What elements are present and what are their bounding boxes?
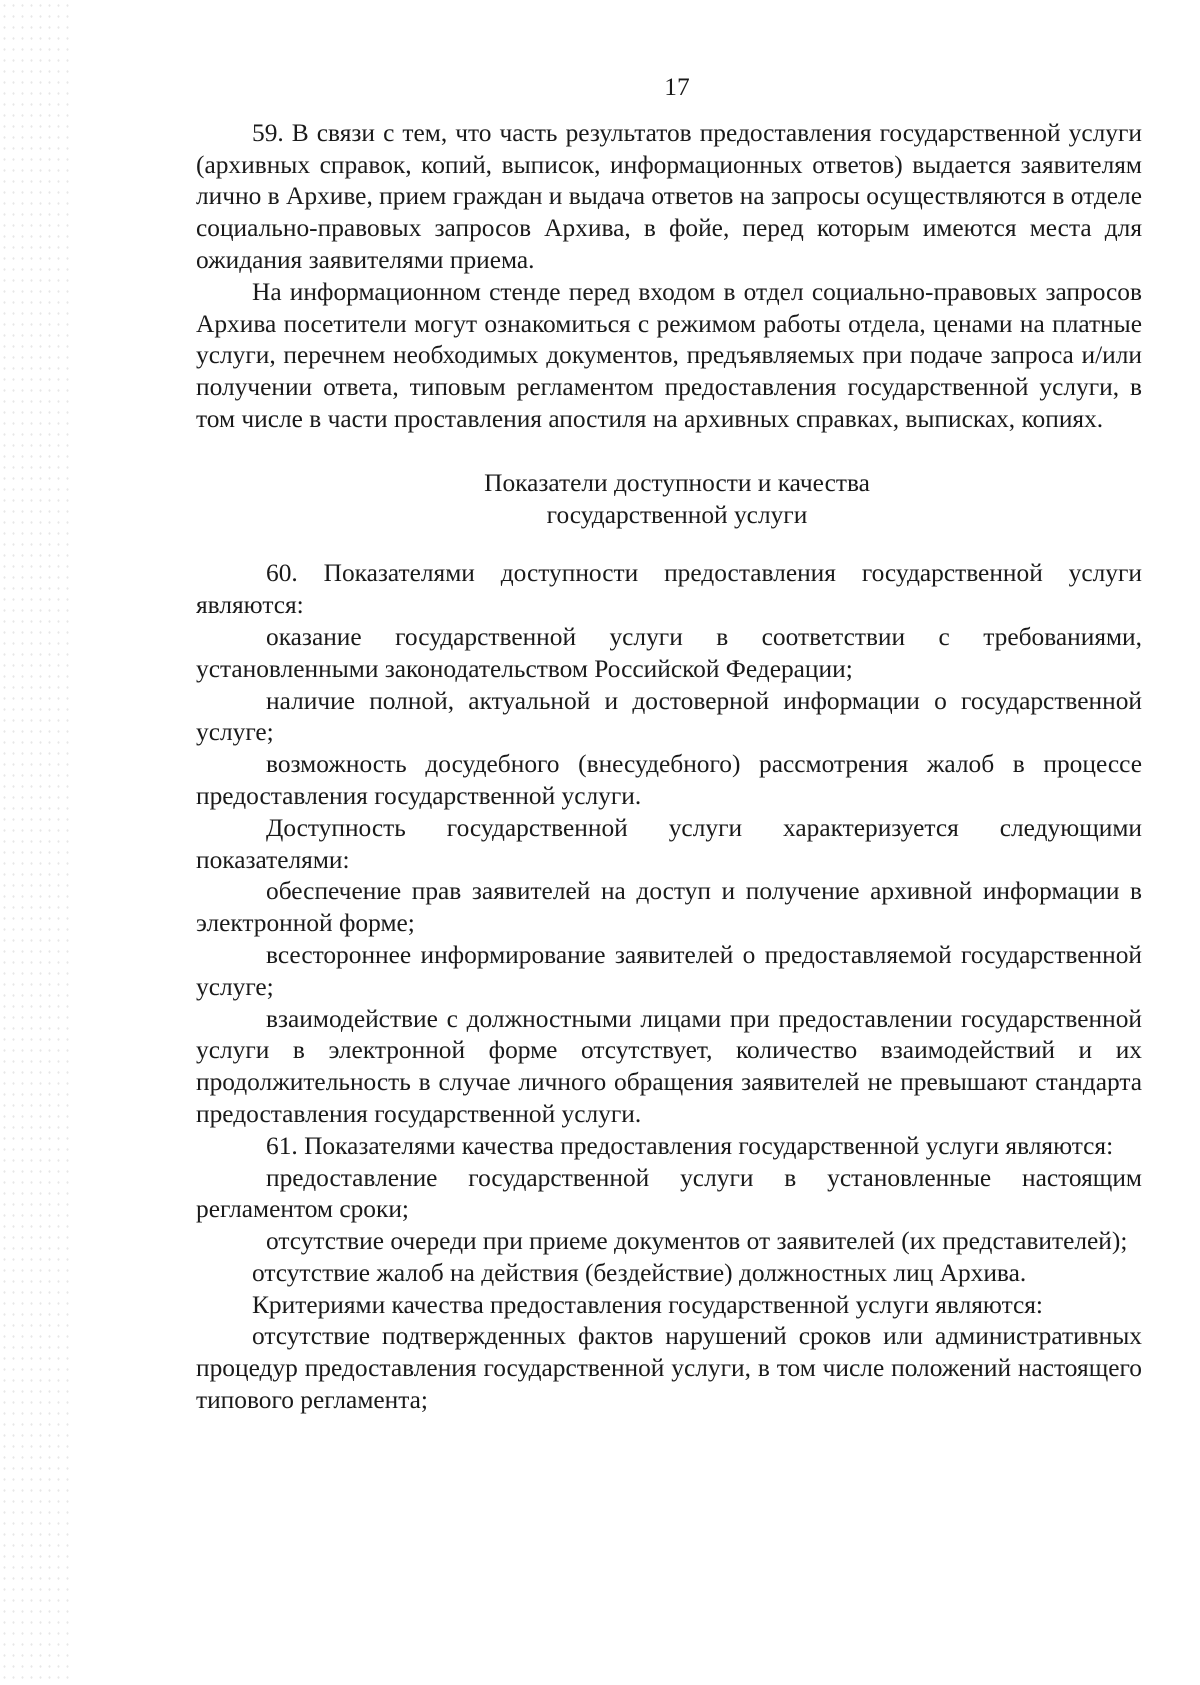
paragraph-60-char-2: всестороннее информирование заявителей о предоставляемой государственной услуге; [196,940,1142,1001]
paragraph-61-intro: 61. Показателями качества предоставления государственной услуги являются: [266,1131,1114,1160]
paragraph-59-info-stand: На информационном стенде перед входом в отдел социально-правовых запросов Архива посетители могут ознакомиться с режимом работы отдела, ценами на платные услуги, перечнем необходимых документов, предъявляемых при подаче запроса и/или получении ответа, типовым регламентом предоставления государственной услуги, в том числе в части проставления апостиля на архивных справках, выписках, копиях. [196,277,1142,433]
scan-edge-noise [0,0,70,1685]
paragraph-61-item-1: предоставление государственной услуги в установленные настоящим регламентом сроки; [196,1163,1142,1224]
paragraph-61-item-2: отсутствие очереди при приеме документов от заявителей (их представителей); [266,1227,1128,1256]
paragraph-60-item-3: возможность досудебного (внесудебного) рассмотрения жалоб в процессе предоставления государственной услуги. [196,750,1142,810]
paragraph-60-characteristics: Доступность государственной услуги характеризуется следующими показателями: [196,813,1142,874]
paragraph-61-item-3: отсутствие жалоб на действия (бездействие) должностных лиц Архива. [252,1258,1027,1287]
paragraph-60-char-1: обеспечение прав заявителей на доступ и получение архивной информации в электронной форме; [196,877,1142,938]
paragraph-60-item-1: оказание государственной услуги в соответствии с требованиями, установленными законодательством Российской Федерации; [196,622,1142,683]
section-heading-line-2: государственной услуги [546,500,808,529]
paragraph-61-criteria: Критериями качества предоставления государственной услуги являются: [252,1290,1043,1319]
paragraph-60-item-2: наличие полной, актуальной и достоверной информации о государственной услуге; [196,686,1142,747]
paragraph-59: 59. В связи с тем, что часть результатов предоставления государственной услуги (архивных справок, копий, выписок, информационных ответов) выдается заявителям лично в Архиве, прием граждан и выдача ответов на запросы осуществляются в отделе социально-правовых запросов Архива, в фойе, перед которым имеются места для ожидания заявителями приема. [196,118,1142,274]
paragraph-60-char-3: взаимодействие с должностными лицами при предоставлении государственной услуги в электронной форме отсутствует, количество взаимодействий и их продолжительность в случае личного обращения заявителей не превышают стандарта предоставления государственной услуги. [196,1004,1142,1128]
section-heading-line-1: Показатели доступности и качества [484,468,870,497]
paragraph-61-criterion-1: отсутствие подтвержденных фактов нарушений сроков или административных процедур предоставления государственной услуги, в том числе положений настоящего типового регламента; [196,1322,1142,1415]
page-number: 17 [664,73,690,101]
paragraph-60-intro: 60. Показателями доступности предоставления государственной услуги являются: [196,559,1142,620]
document-page [196,72,1142,1417]
